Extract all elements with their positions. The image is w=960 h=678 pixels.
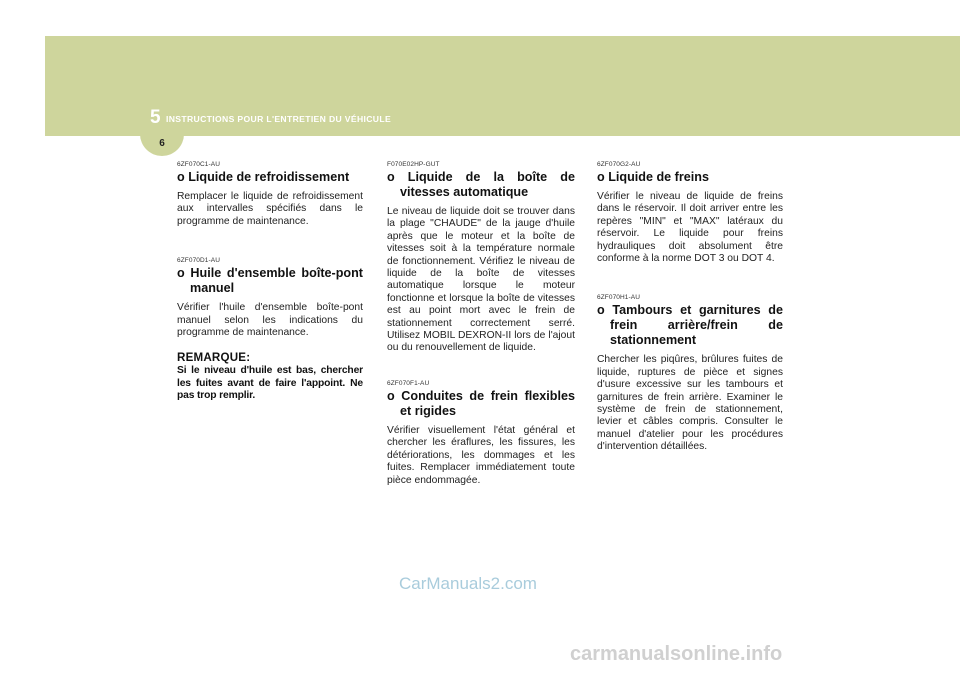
section-manual-transaxle-oil	[177, 256, 363, 339]
section-code: 6ZF070D1-AU	[177, 257, 221, 265]
remark-text: Si le niveau d'huile est bas, chercher les fuites avant de faire l'appoint. Ne pas trop remplir.	[177, 365, 363, 402]
section-text: Le niveau de liquide doit se trouver dans la plage "CHAUDE" de la jauge d'huile après que le moteur et la boîte de vitesses soit à la température normale de fonctionnement. Vérifiez le niveau de liquide de la boîte de vitesses automatique lorsque le moteur fonctionne et lorsque la boîte de vitesses est au point mort avec le frein de stationnement correctement serré. Utilisez MOBIL DEXRON-II lors de l'ajout ou du renouvellement de liquide.	[387, 206, 575, 354]
section-rear-brakes	[597, 293, 783, 453]
section-code: 6ZF070H1-AU	[597, 294, 641, 302]
section-brake-fluid	[597, 160, 783, 265]
section-heading: o Liquide de refroidissement	[177, 170, 350, 184]
page-tab	[140, 134, 184, 156]
page-number: 6	[159, 138, 165, 149]
watermark-carmanualsonline[interactable]: carmanualsonline.info	[570, 643, 783, 665]
remark-block	[177, 351, 363, 402]
section-text: Vérifier le niveau de liquide de freins dans le réservoir. Il doit arriver entre les repères "MIN" et "MAX" latéraux du réservoir. Le liquide pour freins hydrauliques doit absolument être conforme à la norme DOT 3 ou DOT 4.	[597, 191, 783, 265]
remark-title: REMARQUE:	[177, 351, 251, 365]
section-code: 6ZF070G2-AU	[597, 161, 641, 168]
column-1	[177, 160, 363, 403]
chapter-title: INSTRUCTIONS POUR L'ENTRETIEN DU VÉHICULE	[166, 114, 392, 124]
section-code: F070E02HP-GUT	[387, 161, 440, 168]
section-heading: o Liquide de la boîte de vitesses automatique	[387, 170, 575, 199]
section-automatic-transmission-fluid	[387, 160, 575, 355]
chapter-number: 5	[150, 107, 161, 128]
column-3	[597, 160, 783, 454]
section-coolant	[177, 160, 363, 228]
section-code: 6ZF070C1-AU	[177, 161, 221, 168]
section-text: Remplacer le liquide de refroidissement aux intervalles spécifiés dans le programme de maintenance.	[177, 191, 363, 227]
watermark-carmanuals2[interactable]: CarManuals2.com	[399, 574, 537, 593]
section-heading: o Tambours et garnitures de frein arrière/frein de stationnement	[597, 303, 783, 348]
section-text: Vérifier l'huile d'ensemble boîte-pont manuel selon les indications du programme de maintenance.	[177, 302, 363, 339]
section-brake-lines	[387, 379, 575, 487]
section-heading: o Liquide de freins	[597, 170, 709, 184]
section-heading: o Huile d'ensemble boîte-pont manuel	[177, 266, 363, 296]
section-text: Chercher les piqûres, brûlures fuites de liquide, ruptures de pièce et signes d'usure excessive sur les tambours et garnitures de frein arrière. Examiner le système de frein de stationnement, levier et câbles compris. Consulter le manuel d'atelier pour les procédures d'intervention détaillées.	[597, 354, 783, 453]
column-2	[387, 160, 575, 487]
section-heading: o Conduites de frein flexibles et rigides	[387, 388, 575, 418]
section-text: Vérifier visuellement l'état général et chercher les éraflures, les fissures, les détériorations, les dommages et les fuites. Remplacer immédiatement toute pièce endommagée.	[387, 424, 575, 486]
section-code: 6ZF070F1-AU	[387, 379, 430, 387]
